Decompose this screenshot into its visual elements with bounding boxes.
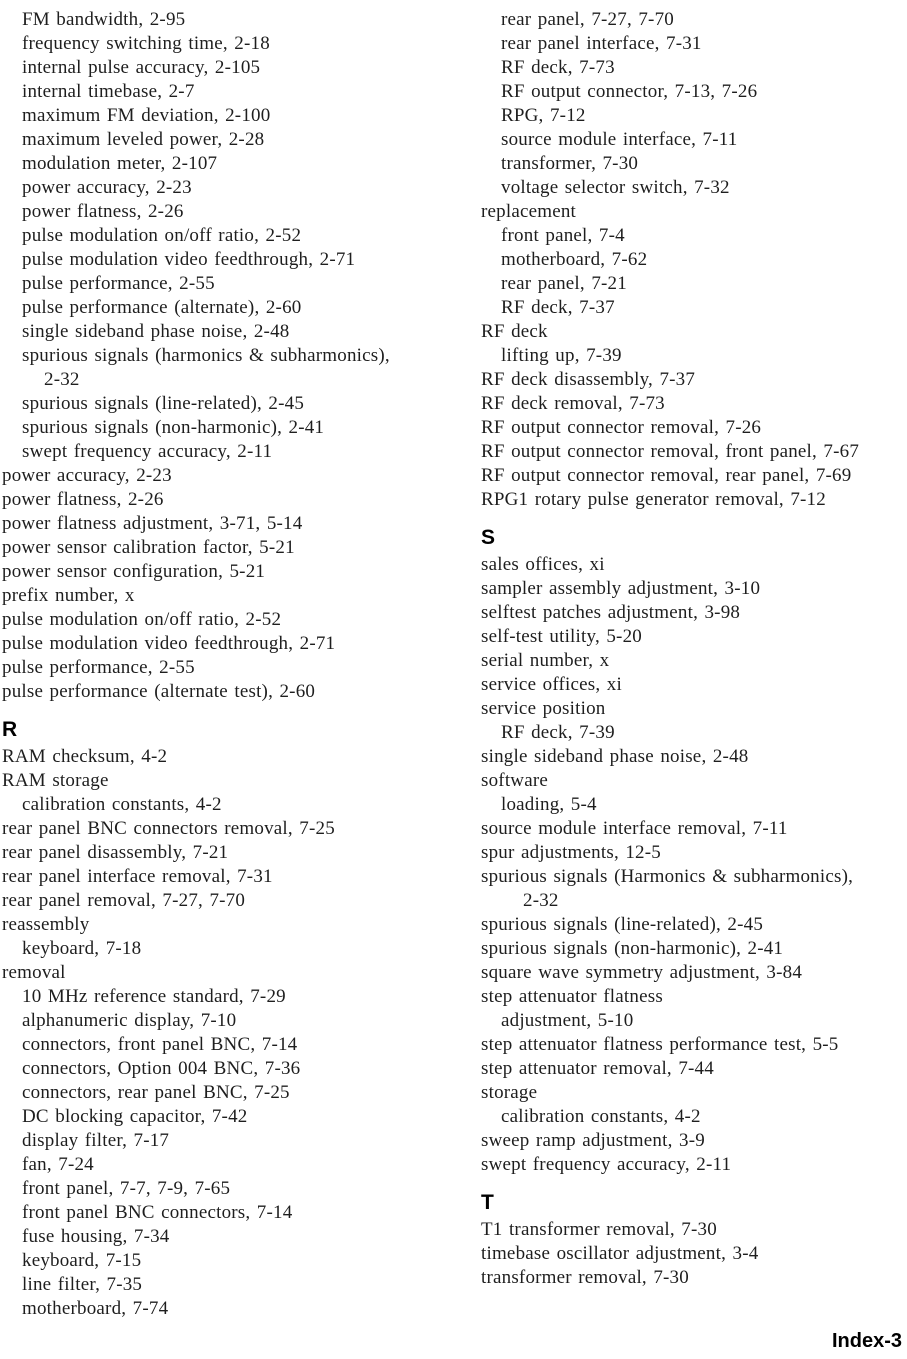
index-entry: pulse modulation on/off ratio, 2-52 <box>22 225 302 246</box>
index-entry: motherboard, 7-74 <box>22 1298 169 1319</box>
index-entry: spurious signals (harmonics & subharmonics), <box>22 345 390 366</box>
index-entry: connectors, rear panel BNC, 7-25 <box>22 1082 290 1103</box>
index-entry: power accuracy, 2-23 <box>22 177 192 198</box>
section-header-s: S <box>481 526 496 549</box>
page-number: Index-3 <box>831 1330 902 1352</box>
index-entry: maximum FM deviation, 2-100 <box>22 105 271 126</box>
index-entry: serial number, x <box>481 650 610 671</box>
index-entry: fuse housing, 7-34 <box>22 1226 170 1247</box>
index-entry: spurious signals (non-harmonic), 2-41 <box>22 417 325 438</box>
index-entry: self-test utility, 5-20 <box>481 626 642 647</box>
index-entry: power flatness, 2-26 <box>2 489 164 510</box>
index-entry: FM bandwidth, 2-95 <box>22 9 186 30</box>
index-entry: selftest patches adjustment, 3-98 <box>481 602 741 623</box>
index-entry: transformer removal, 7-30 <box>481 1267 689 1288</box>
index-entry: power sensor calibration factor, 5-21 <box>2 537 295 558</box>
index-entry: source module interface removal, 7-11 <box>481 818 788 839</box>
index-entry: rear panel, 7-21 <box>501 273 627 294</box>
index-entry: front panel, 7-4 <box>501 225 625 246</box>
index-entry: adjustment, 5-10 <box>501 1010 634 1031</box>
index-entry: keyboard, 7-18 <box>22 938 142 959</box>
index-entry: internal pulse accuracy, 2-105 <box>22 57 261 78</box>
index-entry: removal <box>2 962 66 983</box>
index-entry: swept frequency accuracy, 2-11 <box>481 1154 732 1175</box>
index-entry: power sensor configuration, 5-21 <box>2 561 266 582</box>
index-entry: sales offices, xi <box>481 554 605 575</box>
index-entry: lifting up, 7-39 <box>501 345 622 366</box>
index-entry: 2-32 <box>44 369 80 390</box>
index-entry: RF deck <box>481 321 548 342</box>
index-entry: pulse performance, 2-55 <box>22 273 215 294</box>
index-entry: RF deck, 7-73 <box>501 57 615 78</box>
index-entry: storage <box>481 1082 538 1103</box>
index-entry: internal timebase, 2-7 <box>22 81 195 102</box>
index-entry: pulse modulation video feedthrough, 2-71 <box>2 633 336 654</box>
index-entry: reassembly <box>2 914 90 935</box>
index-entry: connectors, front panel BNC, 7-14 <box>22 1034 298 1055</box>
index-entry: RF deck, 7-39 <box>501 722 615 743</box>
section-header-t: T <box>481 1191 494 1214</box>
index-entry: 10 MHz reference standard, 7-29 <box>22 986 286 1007</box>
index-entry: swept frequency accuracy, 2-11 <box>22 441 273 462</box>
index-entry: rear panel, 7-27, 7-70 <box>501 9 674 30</box>
index-entry: front panel, 7-7, 7-9, 7-65 <box>22 1178 231 1199</box>
index-entry: source module interface, 7-11 <box>501 129 738 150</box>
index-entry: rear panel removal, 7-27, 7-70 <box>2 890 246 911</box>
index-entry: RPG, 7-12 <box>501 105 586 126</box>
index-entry: step attenuator flatness performance test, 5-5 <box>481 1034 839 1055</box>
index-entry: calibration constants, 4-2 <box>501 1106 701 1127</box>
index-entry: power flatness adjustment, 3-71, 5-14 <box>2 513 303 534</box>
index-entry: square wave symmetry adjustment, 3-84 <box>481 962 803 983</box>
index-entry: sweep ramp adjustment, 3-9 <box>481 1130 705 1151</box>
index-entry: display filter, 7-17 <box>22 1130 170 1151</box>
index-entry: rear panel BNC connectors removal, 7-25 <box>2 818 335 839</box>
index-entry: RPG1 rotary pulse generator removal, 7-12 <box>481 489 826 510</box>
index-entry: T1 transformer removal, 7-30 <box>481 1219 717 1240</box>
index-entry: service offices, xi <box>481 674 622 695</box>
index-entry: frequency switching time, 2-18 <box>22 33 270 54</box>
index-entry: spur adjustments, 12-5 <box>481 842 661 863</box>
index-entry: software <box>481 770 549 791</box>
index-entry: fan, 7-24 <box>22 1154 94 1175</box>
index-entry: pulse performance (alternate test), 2-60 <box>2 681 316 702</box>
index-entry: pulse modulation video feedthrough, 2-71 <box>22 249 356 270</box>
index-entry: spurious signals (Harmonics & subharmonics), <box>481 866 854 887</box>
index-entry: alphanumeric display, 7-10 <box>22 1010 237 1031</box>
index-column-left <box>2 0 454 1321</box>
index-entry: maximum leveled power, 2-28 <box>22 129 265 150</box>
index-entry: RAM storage <box>2 770 109 791</box>
index-entry: power flatness, 2-26 <box>22 201 184 222</box>
index-entry: rear panel interface, 7-31 <box>501 33 702 54</box>
index-entry: front panel BNC connectors, 7-14 <box>22 1202 293 1223</box>
index-entry: service position <box>481 698 606 719</box>
index-entry: pulse modulation on/off ratio, 2-52 <box>2 609 282 630</box>
index-entry: voltage selector switch, 7-32 <box>501 177 730 198</box>
index-entry: rear panel interface removal, 7-31 <box>2 866 273 887</box>
index-entry: pulse performance (alternate), 2-60 <box>22 297 302 318</box>
index-entry: sampler assembly adjustment, 3-10 <box>481 578 761 599</box>
index-entry: pulse performance, 2-55 <box>2 657 195 678</box>
index-entry: spurious signals (line-related), 2-45 <box>481 914 764 935</box>
index-entry: replacement <box>481 201 577 222</box>
index-entry: spurious signals (non-harmonic), 2-41 <box>481 938 784 959</box>
index-entry: single sideband phase noise, 2-48 <box>481 746 749 767</box>
index-entry: loading, 5-4 <box>501 794 597 815</box>
index-entry: motherboard, 7-62 <box>501 249 648 270</box>
index-entry: spurious signals (line-related), 2-45 <box>22 393 305 414</box>
index-entry: RF output connector removal, rear panel, 7-69 <box>481 465 852 486</box>
index-entry: transformer, 7-30 <box>501 153 639 174</box>
index-entry: modulation meter, 2-107 <box>22 153 218 174</box>
index-entry: RF output connector removal, front panel, 7-67 <box>481 441 860 462</box>
index-entry: line filter, 7-35 <box>22 1274 143 1295</box>
index-entry: calibration constants, 4-2 <box>22 794 222 815</box>
index-entry: RF output connector removal, 7-26 <box>481 417 762 438</box>
section-header-r: R <box>2 718 18 741</box>
index-entry: connectors, Option 004 BNC, 7-36 <box>22 1058 301 1079</box>
index-entry: keyboard, 7-15 <box>22 1250 142 1271</box>
index-entry: step attenuator flatness <box>481 986 663 1007</box>
index-column-right <box>481 0 905 1290</box>
index-entry: DC blocking capacitor, 7-42 <box>22 1106 248 1127</box>
index-entry: step attenuator removal, 7-44 <box>481 1058 714 1079</box>
index-entry: single sideband phase noise, 2-48 <box>22 321 290 342</box>
index-entry: RF deck, 7-37 <box>501 297 615 318</box>
index-entry: RF deck disassembly, 7-37 <box>481 369 696 390</box>
index-entry: power accuracy, 2-23 <box>2 465 172 486</box>
index-entry: RF output connector, 7-13, 7-26 <box>501 81 758 102</box>
index-entry: RF deck removal, 7-73 <box>481 393 665 414</box>
index-entry: 2-32 <box>523 890 559 911</box>
index-entry: rear panel disassembly, 7-21 <box>2 842 229 863</box>
index-entry: timebase oscillator adjustment, 3-4 <box>481 1243 759 1264</box>
index-entry: prefix number, x <box>2 585 135 606</box>
index-entry: RAM checksum, 4-2 <box>2 746 168 767</box>
